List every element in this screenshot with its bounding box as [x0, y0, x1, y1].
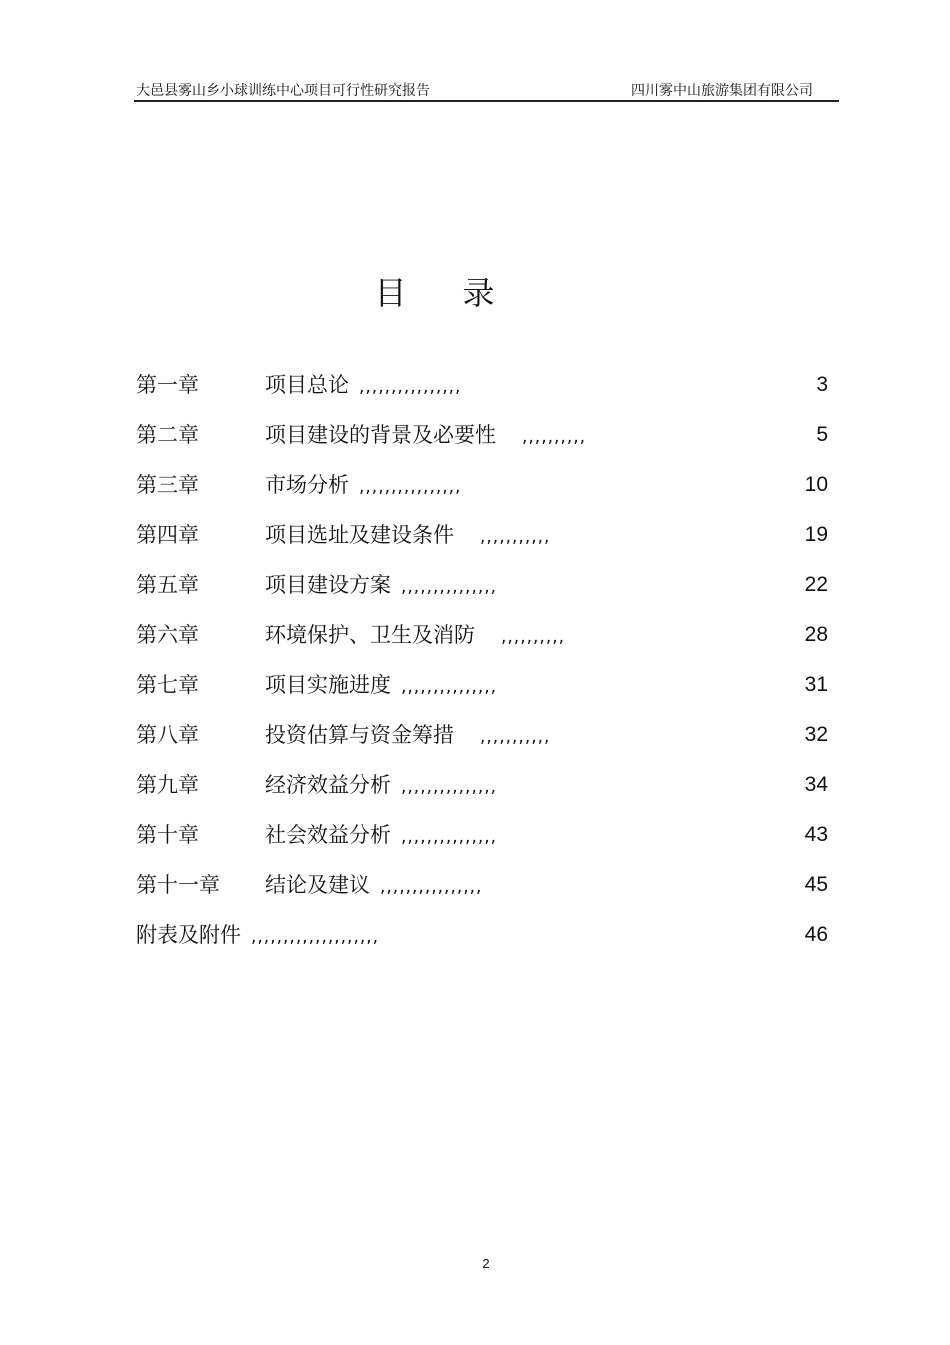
toc-page-number: 19 [804, 523, 828, 546]
header-divider [134, 100, 839, 102]
toc-leader-dots: ,,,,,,,,,,,,,,, [401, 577, 498, 597]
toc-leader-dots: ,,,,,,,,,,,,,,,, [380, 877, 483, 897]
toc-entry-title: 结论及建议 ,,,,,,,,,,,,,,,, [265, 873, 483, 897]
table-of-contents [136, 366, 828, 966]
toc-page-number: 10 [804, 473, 828, 496]
toc-page-number: 28 [804, 623, 828, 646]
toc-entry[interactable] [136, 516, 828, 566]
toc-chapter-label: 第二章 [136, 423, 199, 447]
toc-entry[interactable] [136, 766, 828, 816]
toc-entry-title: 经济效益分析 ,,,,,,,,,,,,,,, [265, 773, 498, 797]
toc-leader-dots: ,,,,,,,,,,,,,,,,,,,, [251, 927, 380, 947]
toc-page-number: 43 [804, 823, 828, 846]
toc-chapter-label: 第八章 [136, 723, 199, 747]
toc-entry-title: 环境保护、卫生及消防 ,,,,,,,,,, [265, 623, 566, 647]
toc-entry[interactable] [136, 666, 828, 716]
toc-leader-dots: ,,,,,,,,,,,,,,, [401, 777, 498, 797]
toc-page-number: 34 [804, 773, 828, 796]
toc-entry-title: 项目总论 ,,,,,,,,,,,,,,,, [265, 373, 462, 397]
page-number: 2 [482, 1256, 490, 1271]
toc-leader-dots: ,,,,,,,,,,, [480, 727, 551, 747]
toc-leader-dots: ,,,,,,,,,,,,,,,, [359, 377, 462, 397]
toc-page-number: 32 [804, 723, 828, 746]
toc-leader-dots: ,,,,,,,,,, [522, 427, 587, 447]
toc-entry[interactable] [136, 916, 828, 966]
toc-title: 目录 [374, 274, 551, 312]
toc-entry[interactable] [136, 816, 828, 866]
toc-page-number: 3 [816, 373, 828, 396]
toc-chapter-label: 第九章 [136, 773, 199, 797]
header-report-title: 大邑县雾山乡小球训练中心项目可行性研究报告 [136, 83, 430, 99]
toc-chapter-label: 第一章 [136, 373, 199, 397]
toc-leader-dots: ,,,,,,,,,,, [480, 527, 551, 547]
toc-entry[interactable] [136, 466, 828, 516]
toc-entry[interactable] [136, 616, 828, 666]
toc-page-number: 46 [804, 923, 828, 946]
toc-entry-title: 市场分析 ,,,,,,,,,,,,,,,, [265, 473, 462, 497]
toc-entry[interactable] [136, 716, 828, 766]
toc-chapter-label: 第三章 [136, 473, 199, 497]
toc-chapter-label: 第七章 [136, 673, 199, 697]
toc-entry[interactable] [136, 366, 828, 416]
header-company-name: 四川雾中山旅游集团有限公司 [631, 83, 813, 99]
toc-entry-title: 投资估算与资金筹措 ,,,,,,,,,,, [265, 723, 551, 747]
toc-chapter-label: 第四章 [136, 523, 199, 547]
toc-page-number: 31 [804, 673, 828, 696]
toc-leader-dots: ,,,,,,,,,, [501, 627, 566, 647]
toc-entry-title: 项目选址及建设条件 ,,,,,,,,,,, [265, 523, 551, 547]
toc-page-number: 45 [804, 873, 828, 896]
toc-entry[interactable] [136, 566, 828, 616]
toc-leader-dots: ,,,,,,,,,,,,,,, [401, 827, 498, 847]
toc-entry-title: 项目建设的背景及必要性 ,,,,,,,,,, [265, 423, 587, 447]
toc-leader-dots: ,,,,,,,,,,,,,,, [401, 677, 498, 697]
toc-entry-title: 附表及附件 ,,,,,,,,,,,,,,,,,,,, [136, 923, 380, 947]
toc-entry-title: 社会效益分析 ,,,,,,,,,,,,,,, [265, 823, 498, 847]
toc-page-number: 5 [816, 423, 828, 446]
toc-entry-title: 项目实施进度 ,,,,,,,,,,,,,,, [265, 673, 498, 697]
toc-entry[interactable] [136, 866, 828, 916]
toc-entry-title: 项目建设方案 ,,,,,,,,,,,,,,, [265, 573, 498, 597]
toc-page-number: 22 [804, 573, 828, 596]
toc-chapter-label: 第五章 [136, 573, 199, 597]
toc-entry[interactable] [136, 416, 828, 466]
toc-chapter-label: 第十章 [136, 823, 199, 847]
toc-chapter-label: 第六章 [136, 623, 199, 647]
toc-chapter-label: 第十一章 [136, 873, 220, 897]
toc-leader-dots: ,,,,,,,,,,,,,,,, [359, 477, 462, 497]
